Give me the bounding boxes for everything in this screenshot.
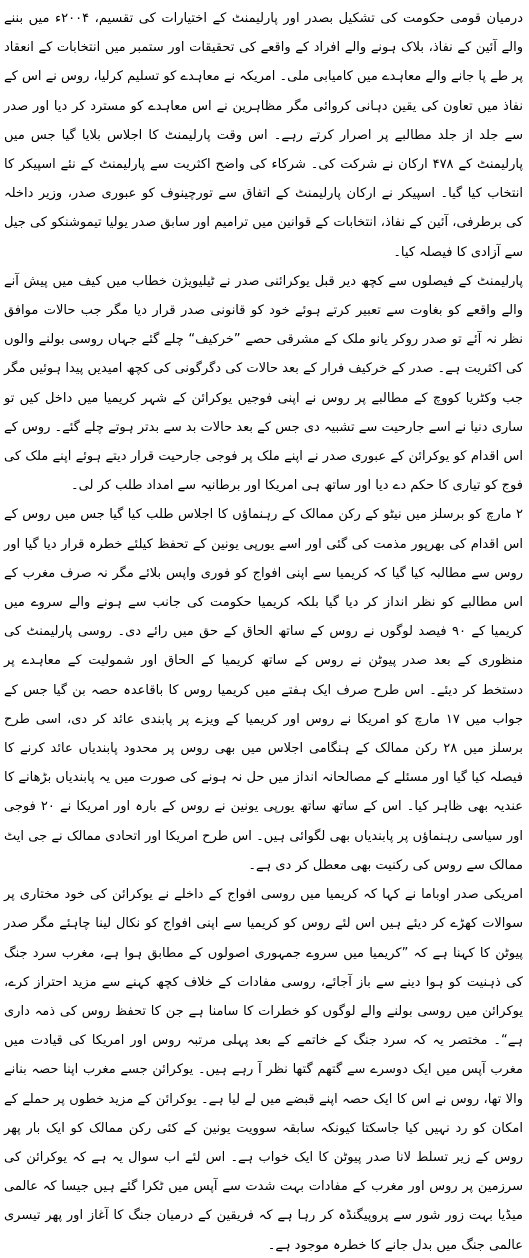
article-paragraph: ۲ مارچ کو برسلز میں نیٹو کے رکن ممالک کے رہنماؤں کا اجلاس طلب کیا گیا جس میں روس کے اس اقدام کی بھرپور مذمت کی گئی اور اسے یورپی یونین کے تحفظ کیلئے خطرہ قرار دیا گیا اور روس سے مطالبہ کیا گیا کہ کریمیا سے اپنی افواج کو فوری واپس بلائے مگر نہ صرف مغرب کے اس مطالبے کو نظر انداز کر دیا گیا بلکہ کریمیا حکومت کی جانب سے ہونے والے سروے میں کریمیا کے ۹۰ فیصد لوگوں نے روس کے ساتھ الحاق کے حق میں رائے دی۔ روسی پارلیمنٹ کی منظوری کے بعد صدر پیوٹن نے روس کے ساتھ کریمیا کے الحاق اور شمولیت کے معاہدے پر دستخط کر دیئے۔ اس طرح صرف ایک ہفتے میں کریمیا روس کا باقاعدہ حصہ بن گیا جس کے جواب میں ۱۷ مارچ کو امریکا نے روس اور کریمیا کے ویزے پر پابندی عائد کر دی، اسی طرح برسلز میں ۲۸ رکن ممالک کے ہنگامی اجلاس میں بھی روس پر محدود پابندیاں عائد کرنے کا فیصلہ کیا گیا اور مسئلے کے مصالحانہ انداز میں حل نہ ہونے کی صورت میں یہ پابندیاں بڑھانے کا عندیہ بھی ظاہر کیا۔ اس کے ساتھ ساتھ یورپی یونین نے روس کے بارہ اور امریکا نے ۲۰ فوجی اور سیاسی رہنماؤں پر پابندیاں بھی لگوائی ہیں۔ اس طرح امریکا اور اتحادی ممالک نے جی ایٹ ممالک سے روس کی رکنیت بھی معطل کر دی ہے۔ <box>4 507 523 873</box>
article-paragraph: درمیان قومی حکومت کی تشکیل بصدر اور پارلیمنٹ کے اختیارات کی تقسیم، ۲۰۰۴ء میں بننے والے آئین کے نفاذ، بلاک ہونے والے افراد کے واقعے کی تحقیقات اور ستمبر میں انتخابات کے انعقاد پر طے پا جانے والے معاہدے میں کامیابی ملی۔ امریکہ نے معاہدے کو تسلیم کرلیا، روس نے اس کے نفاذ میں تعاون کی یقین دہانی کروائی مگر مظاہرین نے اس معاہدے کو مسترد کر دیا اور صدر سے جلد از جلد مطالبے پر اصرار کرتے رہے۔ اس وقت پارلیمنٹ کا اجلاس بلایا گیا جس میں پارلیمنٹ کے ۴۷۸ ارکان نے شرکت کی۔ شرکاء کی واضح اکثریت سے پارلیمنٹ کے نئے اسپیکر کا انتخاب کیا گیا۔ اسپیکر نے ارکان پارلیمنٹ کے اتفاق سے تورچینوف کو عبوری صدر، وزیر داخلہ کی برطرفی، آئین کے نفاذ، انتخابات کے قوانین میں ترامیم اور سابق صدر یولیا تیموشنکو کی جیل سے آزادی کا فیصلہ کیا۔ <box>4 11 523 260</box>
article-paragraph: امریکی صدر اوباما نے کہا کہ کریمیا میں روسی افواج کے داخلے نے یوکرائن کی خود مختاری پر سوالات کھڑے کر دیئے ہیں اس لئے روس کو کریمیا سے اپنی افواج کو نکال لینا چاہئے مگر صدر پیوٹن کا کہنا ہے کہ ”کریمیا میں سروے جمہوری اصولوں کے مطابق ہوا ہے، مغرب سرد جنگ کی ذہنیت کو ہوا دینے سے باز آجائے، روسی مفادات کے خلاف کچھ کہنے سے مزید احتراز کرے، یوکرائن میں روسی بولنے والے لوگوں کو خطرات کا سامنا ہے جن کا تحفظ روس کی ذمہ داری ہے“۔ مختصر یہ کہ سرد جنگ کے خاتمے کے بعد پہلی مرتبہ روس اور امریکا کی قیادت میں مغرب آپس میں ایک دوسرے سے گتھم گتھا نظر آ رہے ہیں۔ یوکرائن جسے مغرب اپنا حصہ بنانے والا تھا، روس نے اس کا ایک حصہ اپنے قبضے میں لے لیا ہے۔ یوکرائن کے مزید خطوں پر حملے کے امکان کو رد نہیں کیا جاسکتا کیونکہ سابقہ سوویت یونین کے کئی رکن ممالک کو ایک بار پھر روس کے زیر تسلط لانا صدر پیوٹن کا ایک خواب ہے۔ اس لئے اب سوال یہ ہے کہ یوکرائن کی سرزمین پر روس اور مغرب کے مفادات بہت شدت سے آپس میں ٹکرا گئے ہیں جیسا کہ عالمی میڈیا بہت زور شور سے پروپیگنڈہ کر رہا ہے کہ فریقین کے درمیان جنگ کا آغاز اور پھر تیسری عالمی جنگ میں بدل جانے کا خطرہ موجود ہے۔ <box>4 887 523 1253</box>
article-paragraph: پارلیمنٹ کے فیصلوں سے کچھ دیر قبل یوکرائنی صدر نے ٹیلیویژن خطاب میں کیف میں پیش آنے والے واقعے کو بغاوت سے تعبیر کرتے ہوئے خود کو قانونی صدر قرار دیا مگر جب حالات موافق نظر نہ آئے تو صدر روکر یانو ملک کے مشرقی حصے ”خرکیف“ چلے گئے جہاں روسی بولنے والوں کی اکثریت ہے۔ صدر کے خرکیف فرار کے بعد حالات کی دگرگونی کی کچھ امیدیں پیدا ہوئیں مگر جب وکٹریا کووچ کے مطالبے پر روس نے اپنی فوجیں یوکرائن کے شہر کریمیا میں داخل کیں تو ساری دنیا نے اسے جارحیت سے تشبیہ دی جس کے بعد حالات بد سے بدتر ہوتے چلے گئے۔ روس کے اس اقدام کو یوکرائن کے عبوری صدر نے اپنے ملک پر فوجی جارحیت قرار دیتے ہوئے اپنے ملک کی فوج کو تیاری کا حکم دے دیا اور ساتھ ہی امریکا اور برطانیہ سے امداد طلب کر لی۔ <box>4 273 523 494</box>
